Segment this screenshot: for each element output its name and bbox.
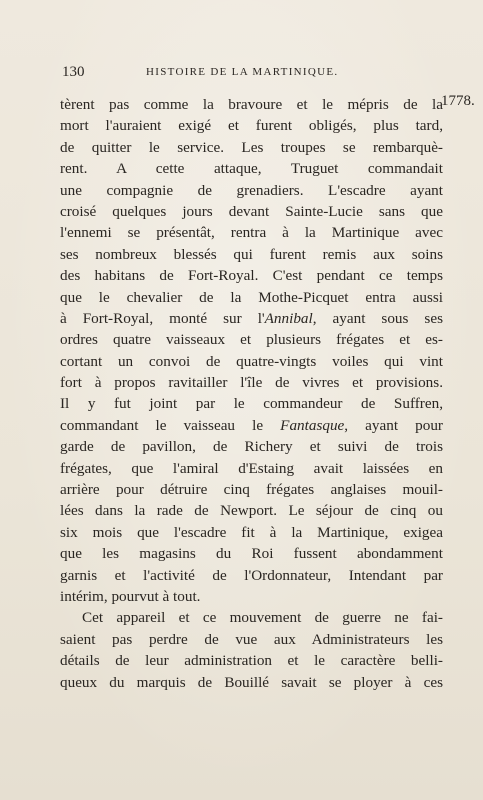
page-header <box>62 64 442 88</box>
text-line: Il y fut joint par le commandeur de Suffren, <box>60 395 443 413</box>
text-line: l'ennemi se présentât, rentra à la Martinique avec <box>60 224 443 242</box>
text-line: ses nombreux blessés qui furent remis aux soins <box>60 245 443 263</box>
text-line: intérim, pourvut à tout. <box>60 587 201 605</box>
body-text <box>60 94 443 693</box>
text-line: une compagnie de grenadiers. L'escadre ayant <box>60 181 443 199</box>
text-line: commandant le vaisseau le Fantasque, ayant pour <box>60 416 443 434</box>
text-line: croisé quelques jours devant Sainte-Lucie sans que <box>60 202 443 220</box>
margin-year-note: 1778. <box>441 93 475 109</box>
text-line: fort à propos ravitailler l'île de vivres et provisions. <box>60 374 443 392</box>
text-line: frégates, que l'amiral d'Estaing avait laissées en <box>60 459 443 477</box>
text-line: que les magasins du Roi fussent abondamment <box>60 545 443 563</box>
text-line: mort l'auraient exigé et furent obligés, plus tard, <box>60 117 443 135</box>
running-title: HISTOIRE DE LA MARTINIQUE. <box>146 66 339 78</box>
text-line: rent. A cette attaque, Truguet commandait <box>60 160 443 178</box>
text-line: détails de leur administration et le caractère belli- <box>60 652 443 670</box>
text-line: garnis et l'activité de l'Ordonnateur, Intendant par <box>60 566 443 584</box>
text-line: six mois que l'escadre fit à la Martinique, exigea <box>60 523 443 541</box>
text-line: tèrent pas comme la bravoure et le mépris de la <box>60 96 443 113</box>
text-line: cortant un convoi de quatre-vingts voiles qui vint <box>60 352 443 370</box>
text-line: des habitans de Fort-Royal. C'est pendant ce temps <box>60 267 443 285</box>
text-line: lées dans la rade de Newport. Le séjour de cinq ou <box>60 502 443 520</box>
text-line: à Fort-Royal, monté sur l'Annibal, ayant sous ses <box>60 309 443 327</box>
text-line: queux du marquis de Bouillé savait se ployer à ces <box>60 673 443 691</box>
text-line: que le chevalier de la Mothe-Picquet entra aussi <box>60 288 443 306</box>
page-number: 130 <box>62 64 85 80</box>
text-line: saient pas perdre de vue aux Administrateurs les <box>60 630 443 648</box>
text-line: garde de pavillon, de Richery et suivi de trois <box>60 438 443 456</box>
text-line: de quitter le service. Les troupes se rembarquè- <box>60 138 443 156</box>
text-line: Cet appareil et ce mouvement de guerre ne fai- <box>82 609 443 627</box>
text-line: ordres quatre vaisseaux et plusieurs frégates et es- <box>60 331 443 349</box>
text-line: arrière pour détruire cinq frégates anglaises mouil- <box>60 481 443 499</box>
